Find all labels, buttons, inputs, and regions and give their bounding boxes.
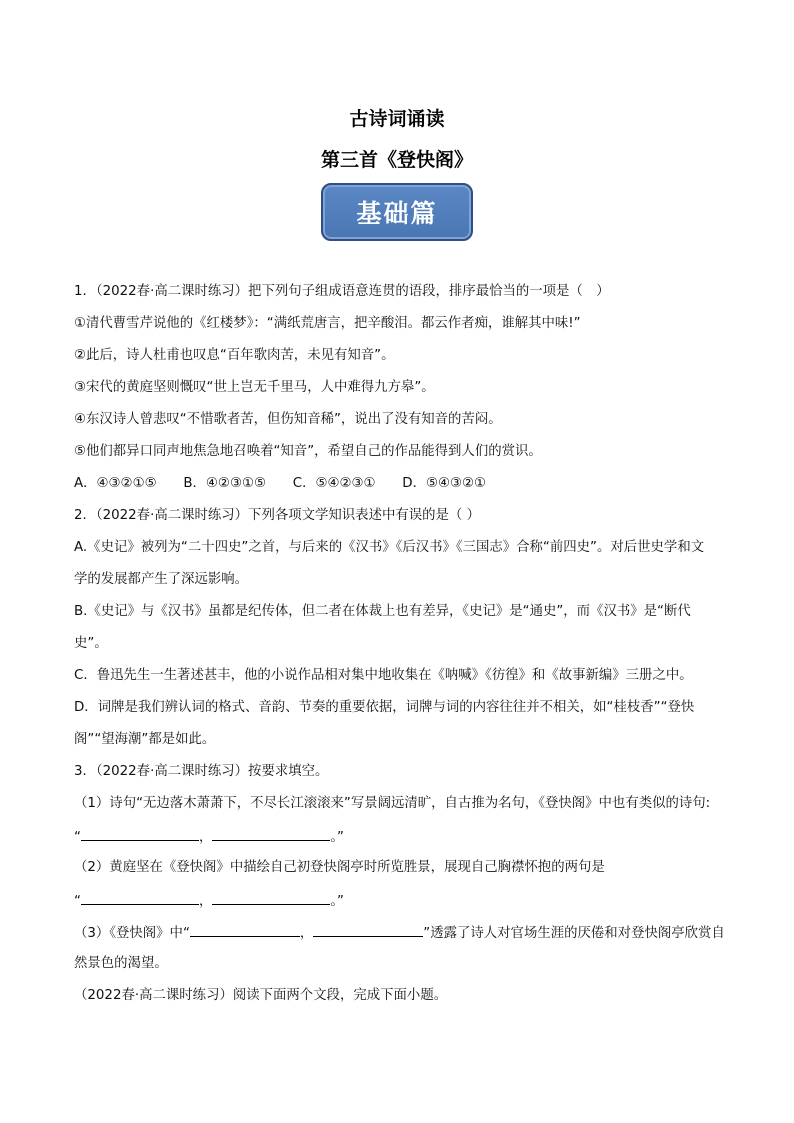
q1-sentence-5: ⑤他们都异口同声地焦急地召唤着“知音”，希望自己的作品能得到人们的赏识。 — [74, 444, 542, 459]
close-quote: 。” — [330, 894, 344, 909]
answer-blank-3[interactable] — [81, 890, 199, 905]
answer-blank-4[interactable] — [212, 890, 330, 905]
q2-option-d-line2: 阁”“望海潮”都是如此。 — [74, 732, 216, 747]
answer-blank-6[interactable] — [313, 922, 423, 937]
open-quote: “ — [74, 894, 81, 909]
q2-option-d-line1: D．词牌是我们辨认词的格式、音韵、节奏的重要依据，词牌与词的内容往往并不相关，如“桂枝香”“登快 — [74, 700, 695, 715]
answer-blank-2[interactable] — [212, 826, 330, 841]
q2-option-b-line2: 史”。 — [74, 636, 108, 651]
q2-option-a-line2: 学的发展都产生了深远影响。 — [74, 572, 249, 587]
answer-blank-1[interactable] — [81, 826, 199, 841]
q3-stem: 3．（2022春·高二课时练习）按要求填空。 — [74, 764, 329, 779]
document-subtitle: 第三首《登快阁》 — [320, 149, 473, 171]
q3-part3-continuation: 然景色的渴望。 — [74, 956, 168, 971]
comma: ， — [198, 830, 213, 845]
comma: ， — [198, 894, 213, 909]
answer-blank-5[interactable] — [190, 922, 300, 937]
q3-part3-prompt — [74, 922, 726, 944]
q2-option-b-line1: B.《史记》与《汉书》虽都是纪传体，但二者在体裁上也有差异，《史记》是“通史”，而《汉书》是“断代 — [74, 604, 691, 619]
q1-sentence-3: ③宋代的黄庭坚则慨叹“世上岂无千里马，人中难得九方皋”。 — [74, 380, 435, 395]
q3-part3-post: ”透露了诗人对官场生涯的厌倦和对登快阁亭欣赏自 — [423, 926, 725, 941]
q1-sentence-2: ②此后，诗人杜甫也叹息“百年歌肉苦，未见有知音”。 — [74, 348, 395, 363]
q3-part3-pre: （3）《登快阁》中“ — [74, 926, 190, 941]
q3-part2-prompt: （2）黄庭坚在《登快阁》中描绘自己初登快阁亭时所览胜景，展现自己胸襟怀抱的两句是 — [74, 860, 605, 875]
q2-option-c: C．鲁迅先生一生著述甚丰，他的小说作品相对集中地收集在《呐喊》《彷徨》和《故事新编》三册之中。 — [74, 668, 693, 683]
q2-option-a-line1: A.《史记》被列为“二十四史”之首，与后来的《汉书》《后汉书》《三国志》合称“前四史”。对后世史学和文 — [74, 540, 705, 555]
open-quote: “ — [74, 830, 81, 845]
q1-stem: 1．（2022春·高二课时练习）把下列句子组成语意连贯的语段，排序最恰当的一项是（ ） — [74, 284, 610, 299]
reading-instruction: （2022春·高二课时练习）阅读下面两个文段，完成下面小题。 — [74, 988, 448, 1003]
section-badge — [321, 183, 473, 241]
q3-part1-prompt: （1）诗句“无边落木萧萧下，不尽长江滚滚来”写景阔远清旷，自古推为名句，《登快阁》中也有类似的诗句: — [74, 796, 711, 811]
q1-sentence-4: ④东汉诗人曾悲叹“不惜歌者苦，但伤知音稀”，说出了没有知音的苦闷。 — [74, 412, 502, 427]
comma: ， — [299, 926, 314, 941]
section-badge-label: 基础篇 — [356, 199, 438, 228]
close-quote: 。” — [330, 830, 344, 845]
q1-options: A．④③②①⑤ B．④②③①⑤ C．⑤④②③① D．⑤④③②① — [74, 476, 487, 491]
q3-part2-answer — [74, 890, 726, 912]
q3-part1-answer — [74, 826, 726, 848]
document-title: 古诗词诵读 — [349, 108, 445, 130]
q1-sentence-1: ①清代曹雪芹说他的《红楼梦》：“满纸荒唐言，把辛酸泪。都云作者痴，谁解其中味!” — [74, 316, 581, 331]
q2-stem: 2．（2022春·高二课时练习）下列各项文学知识表述中有误的是（ ） — [74, 508, 480, 523]
